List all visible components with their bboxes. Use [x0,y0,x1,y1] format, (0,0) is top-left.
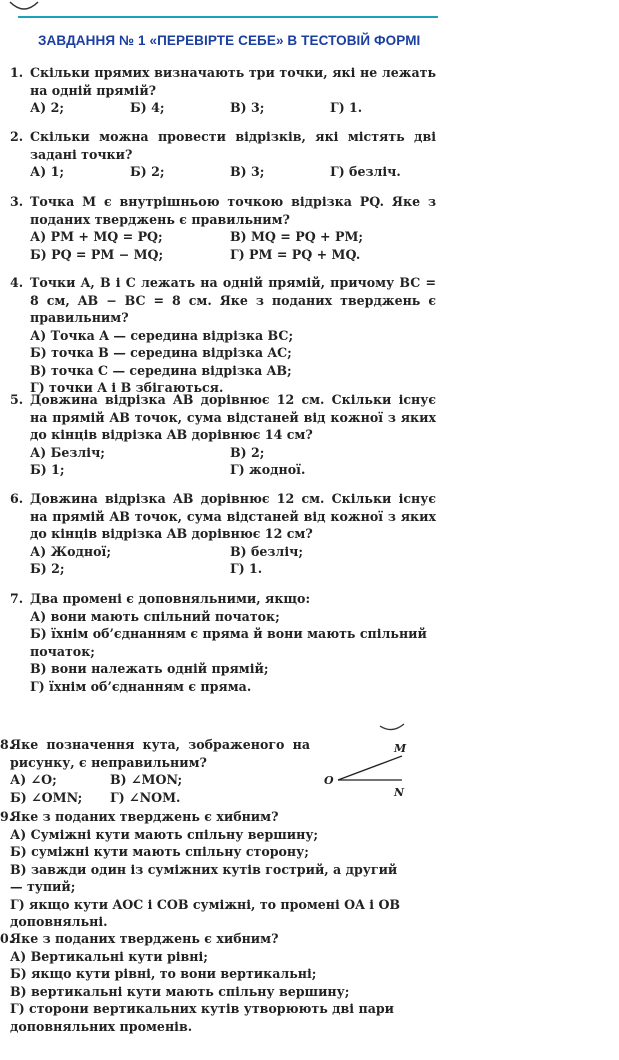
option-g[interactable]: Г) 1. [330,100,363,115]
option-v[interactable]: В) 2; [230,444,265,460]
option-b[interactable]: Б) 2; [130,164,165,179]
option-v[interactable]: В) вони належать одній прямій; [30,661,269,676]
option-g[interactable]: Г) ∠NOM. [110,789,181,805]
option-a[interactable]: А) 1; [30,164,65,179]
option-b[interactable]: Б) 1; [30,462,65,477]
option-b[interactable]: Б) 4; [130,100,165,115]
question-text: Яке з поданих тверджень є хибним? [10,931,279,946]
question-text: Яке позначення кута, зображеного на рисунку, є неправильним? [10,737,310,770]
option-g[interactable]: Г) точки A і B збігаються. [30,380,224,395]
option-a[interactable]: А) Вертикальні кути рівні; [10,948,208,964]
question-5 [10,391,436,479]
option-a[interactable]: А) 2; [30,100,65,115]
question-4 [10,274,436,397]
option-a[interactable]: А) вони мають спільний початок; [30,608,280,624]
question-6 [10,490,436,578]
question-number: 2. [10,129,24,144]
label-o: O [324,774,334,787]
question-number: 6. [10,491,24,506]
option-a[interactable]: А) Точка A — середина відрізка BC; [30,327,294,343]
option-g[interactable]: Г) їхнім об’єднанням є пряма. [30,678,252,694]
option-v[interactable]: В) точка C — середина відрізка AB; [30,362,292,378]
question-1 [10,64,436,117]
question-9 [0,808,405,931]
option-b[interactable]: Б) ∠OMN; [10,789,83,805]
option-v[interactable]: В) 3; [230,100,265,115]
question-text: Скільки можна провести відрізків, які містять дві задані точки? [30,129,436,162]
question-8 [0,736,310,806]
page-corner-curve [8,0,40,14]
label-m: M [394,742,407,755]
option-a[interactable]: А) Суміжні кути мають спільну вершину; [10,826,319,842]
option-a[interactable]: А) Безліч; [30,444,105,460]
option-v[interactable]: В) безліч; [230,543,303,559]
question-3 [10,193,436,263]
option-a[interactable]: А) Жодної; [30,543,111,559]
question-text: Довжина відрізка AB дорівнює 12 см. Скільки існує на прямій AB точок, сума відстаней від кожної з яких до кінців відрізка AB дорівнює 14 см? [30,392,436,442]
option-v[interactable]: В) 3; [230,164,265,179]
option-b[interactable]: Б) їхнім об’єднанням є пряма й вони мають спільний початок; [30,626,427,659]
question-7 [10,590,436,695]
question-number: 5. [10,392,24,407]
header-rule [18,16,438,18]
option-v[interactable]: В) MQ = PQ + PM; [230,229,364,244]
option-b[interactable]: Б) PQ = PM − MQ; [30,246,164,262]
question-number: 8. [0,737,14,752]
option-g[interactable]: Г) PM = PQ + MQ. [230,246,361,262]
option-g[interactable]: Г) безліч. [330,164,401,179]
question-text: Скільки прямих визначають три точки, які не лежать на одній прямій? [30,65,436,98]
question-number: 9. [0,809,14,824]
option-v[interactable]: В) завжди один із суміжних кутів гострий, а другий — тупий; [10,861,398,894]
option-a[interactable]: А) PM + MQ = PQ; [30,229,163,244]
option-g[interactable]: Г) 1. [230,561,263,576]
label-n: N [394,786,405,799]
option-b[interactable]: Б) суміжні кути мають спільну сторону; [10,844,309,859]
question-number: 0. [0,931,14,946]
option-v[interactable]: В) вертикальні кути мають спільну вершину; [10,983,350,999]
question-2 [10,128,436,181]
question-text: Два промені є доповняльними, якщо: [30,591,311,606]
option-v[interactable]: В) ∠MON; [110,772,183,787]
question-number: 4. [10,275,24,290]
question-text: Точка M є внутрішньою точкою відрізка PQ. Яке з поданих тверджень є правильним? [30,194,436,227]
question-text: Довжина відрізка AB дорівнює 12 см. Скільки існує на прямій AB точок, сума відстаней від кожної з яких до кінців відрізка AB дорівнює 12 см? [30,491,436,541]
question-number: 3. [10,194,24,209]
question-text: Яке з поданих тверджень є хибним? [10,809,279,824]
option-b[interactable]: Б) точка B — середина відрізка AC; [30,345,292,360]
question-number: 7. [10,591,24,606]
section-heading: ЗАВДАННЯ № 1 «ПЕРЕВІРТЕ СЕБЕ» В ТЕСТОВІЙ ФОРМІ [38,33,421,48]
option-g[interactable]: Г) якщо кути AOC і COB суміжні, то промені OA і OB доповняльні. [10,896,401,929]
option-a[interactable]: А) ∠O; [10,772,57,787]
option-b[interactable]: Б) 2; [30,561,65,576]
option-b[interactable]: Б) якщо кути рівні, то вони вертикальні; [10,966,317,981]
option-g[interactable]: Г) сторони вертикальних кутів утворюють дві пари доповняльних променів. [10,1001,395,1034]
question-text: Точки A, B і C лежать на одній прямій, причому BC = 8 см, AB − BC = 8 см. Яке з поданих тверджень є правильним? [30,275,436,325]
option-g[interactable]: Г) жодної. [230,462,306,477]
angle-figure [318,720,418,800]
question-10 [0,930,405,1035]
question-number: 1. [10,65,24,80]
